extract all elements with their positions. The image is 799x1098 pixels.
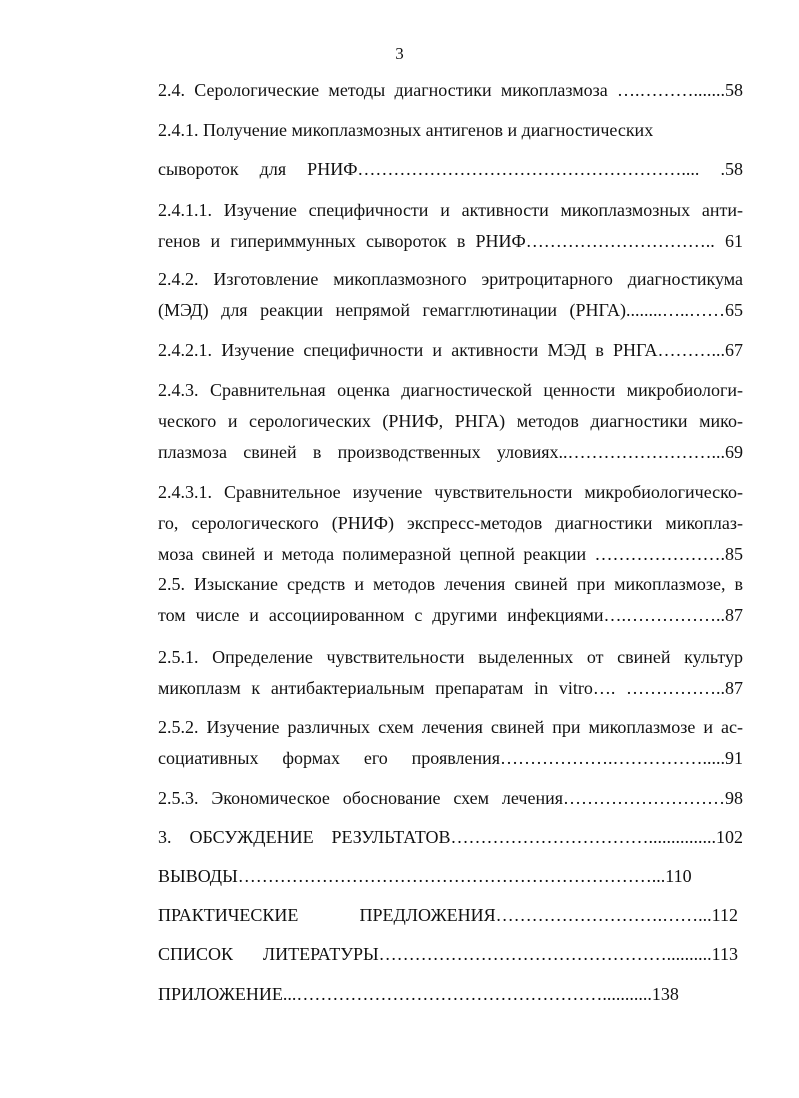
toc-entry-3: 3. ОБСУЖДЕНИЕ РЕЗУЛЬТАТОВ……………………………...............102 <box>158 827 743 847</box>
toc-entry-2-4-3-line2: ческого и серологических (РНИФ, РНГА) методов диагностики мико- <box>158 411 743 431</box>
toc-entry-2-4-1-line1: 2.4.1. Получение микоплазмозных антигенов и диагностических <box>158 120 654 140</box>
toc-entry-conclusions: ВЫВОДЫ……………………………………………………………...110 <box>158 866 692 886</box>
toc-entry-2-4-3-1-line1: 2.4.3.1. Сравнительное изучение чувствительности микробиологическо- <box>158 482 743 502</box>
page-number: 3 <box>395 44 404 63</box>
toc-entry-2-5-2-line1: 2.5.2. Изучение различных схем лечения свиней при микоплазмозе и ас- <box>158 717 743 737</box>
toc-entry-practical-proposals: ПРАКТИЧЕСКИЕ ПРЕДЛОЖЕНИЯ……………………….……...112 <box>158 905 738 925</box>
toc-entry-2-4-1-1-line2: генов и гипериммунных сывороток в РНИФ………………………….. 61 <box>158 231 743 251</box>
toc-entry-2-5-3: 2.5.3. Экономическое обоснование схем лечения………………………98 <box>158 788 743 808</box>
toc-entry-2-4-3-line3: плазмоза свиней в производственных уловиях..……………………...69 <box>158 442 743 462</box>
toc-entry-2-5-line1: 2.5. Изыскание средств и методов лечения свиней при микоплазмозе, в <box>158 574 743 594</box>
toc-entry-2-4-3-1-line2: го, серологического (РНИФ) экспресс-методов диагностики микоплаз- <box>158 513 743 533</box>
toc-entry-2-4-3-line1: 2.4.3. Сравнительная оценка диагностической ценности микробиологи- <box>158 380 743 400</box>
toc-entry-2-4: 2.4. Серологические методы диагностики микоплазмоза ….……….......58 <box>158 80 743 100</box>
toc-entry-2-4-2-line2: (МЭД) для реакции непрямой гемагглютинации (РНГА)........…..……65 <box>158 300 743 320</box>
toc-entry-2-4-2-1: 2.4.2.1. Изучение специфичности и активности МЭД в РНГА………...67 <box>158 340 743 360</box>
toc-entry-2-5-2-line2: социативных формах его проявления……………….…………….....91 <box>158 748 743 768</box>
toc-entry-2-5-line2: том числе и ассоциированном с другими инфекциями….……………..87 <box>158 605 743 625</box>
toc-entry-references: СПИСОК ЛИТЕРАТУРЫ…………………………………………..........113 <box>158 944 738 964</box>
toc-entry-2-4-3-1-line3: моза свиней и метода полимеразной цепной реакции ………………….85 <box>158 544 743 564</box>
toc-entry-appendix: ПРИЛОЖЕНИЕ...……………………………………………...........138 <box>158 984 679 1004</box>
toc-entry-2-4-1-line2: сывороток для РНИФ……………………………………………….... .58 <box>158 159 743 179</box>
toc-entry-2-5-1-line2: микоплазм к антибактериальным препаратам in vitro…. ……………..87 <box>158 678 743 698</box>
toc-entry-2-4-2-line1: 2.4.2. Изготовление микоплазмозного эритроцитарного диагностикума <box>158 269 743 289</box>
toc-entry-2-4-1-1-line1: 2.4.1.1. Изучение специфичности и активности микоплазмозных анти- <box>158 200 743 220</box>
toc-entry-2-5-1-line1: 2.5.1. Определение чувствительности выделенных от свиней культур <box>158 647 743 667</box>
